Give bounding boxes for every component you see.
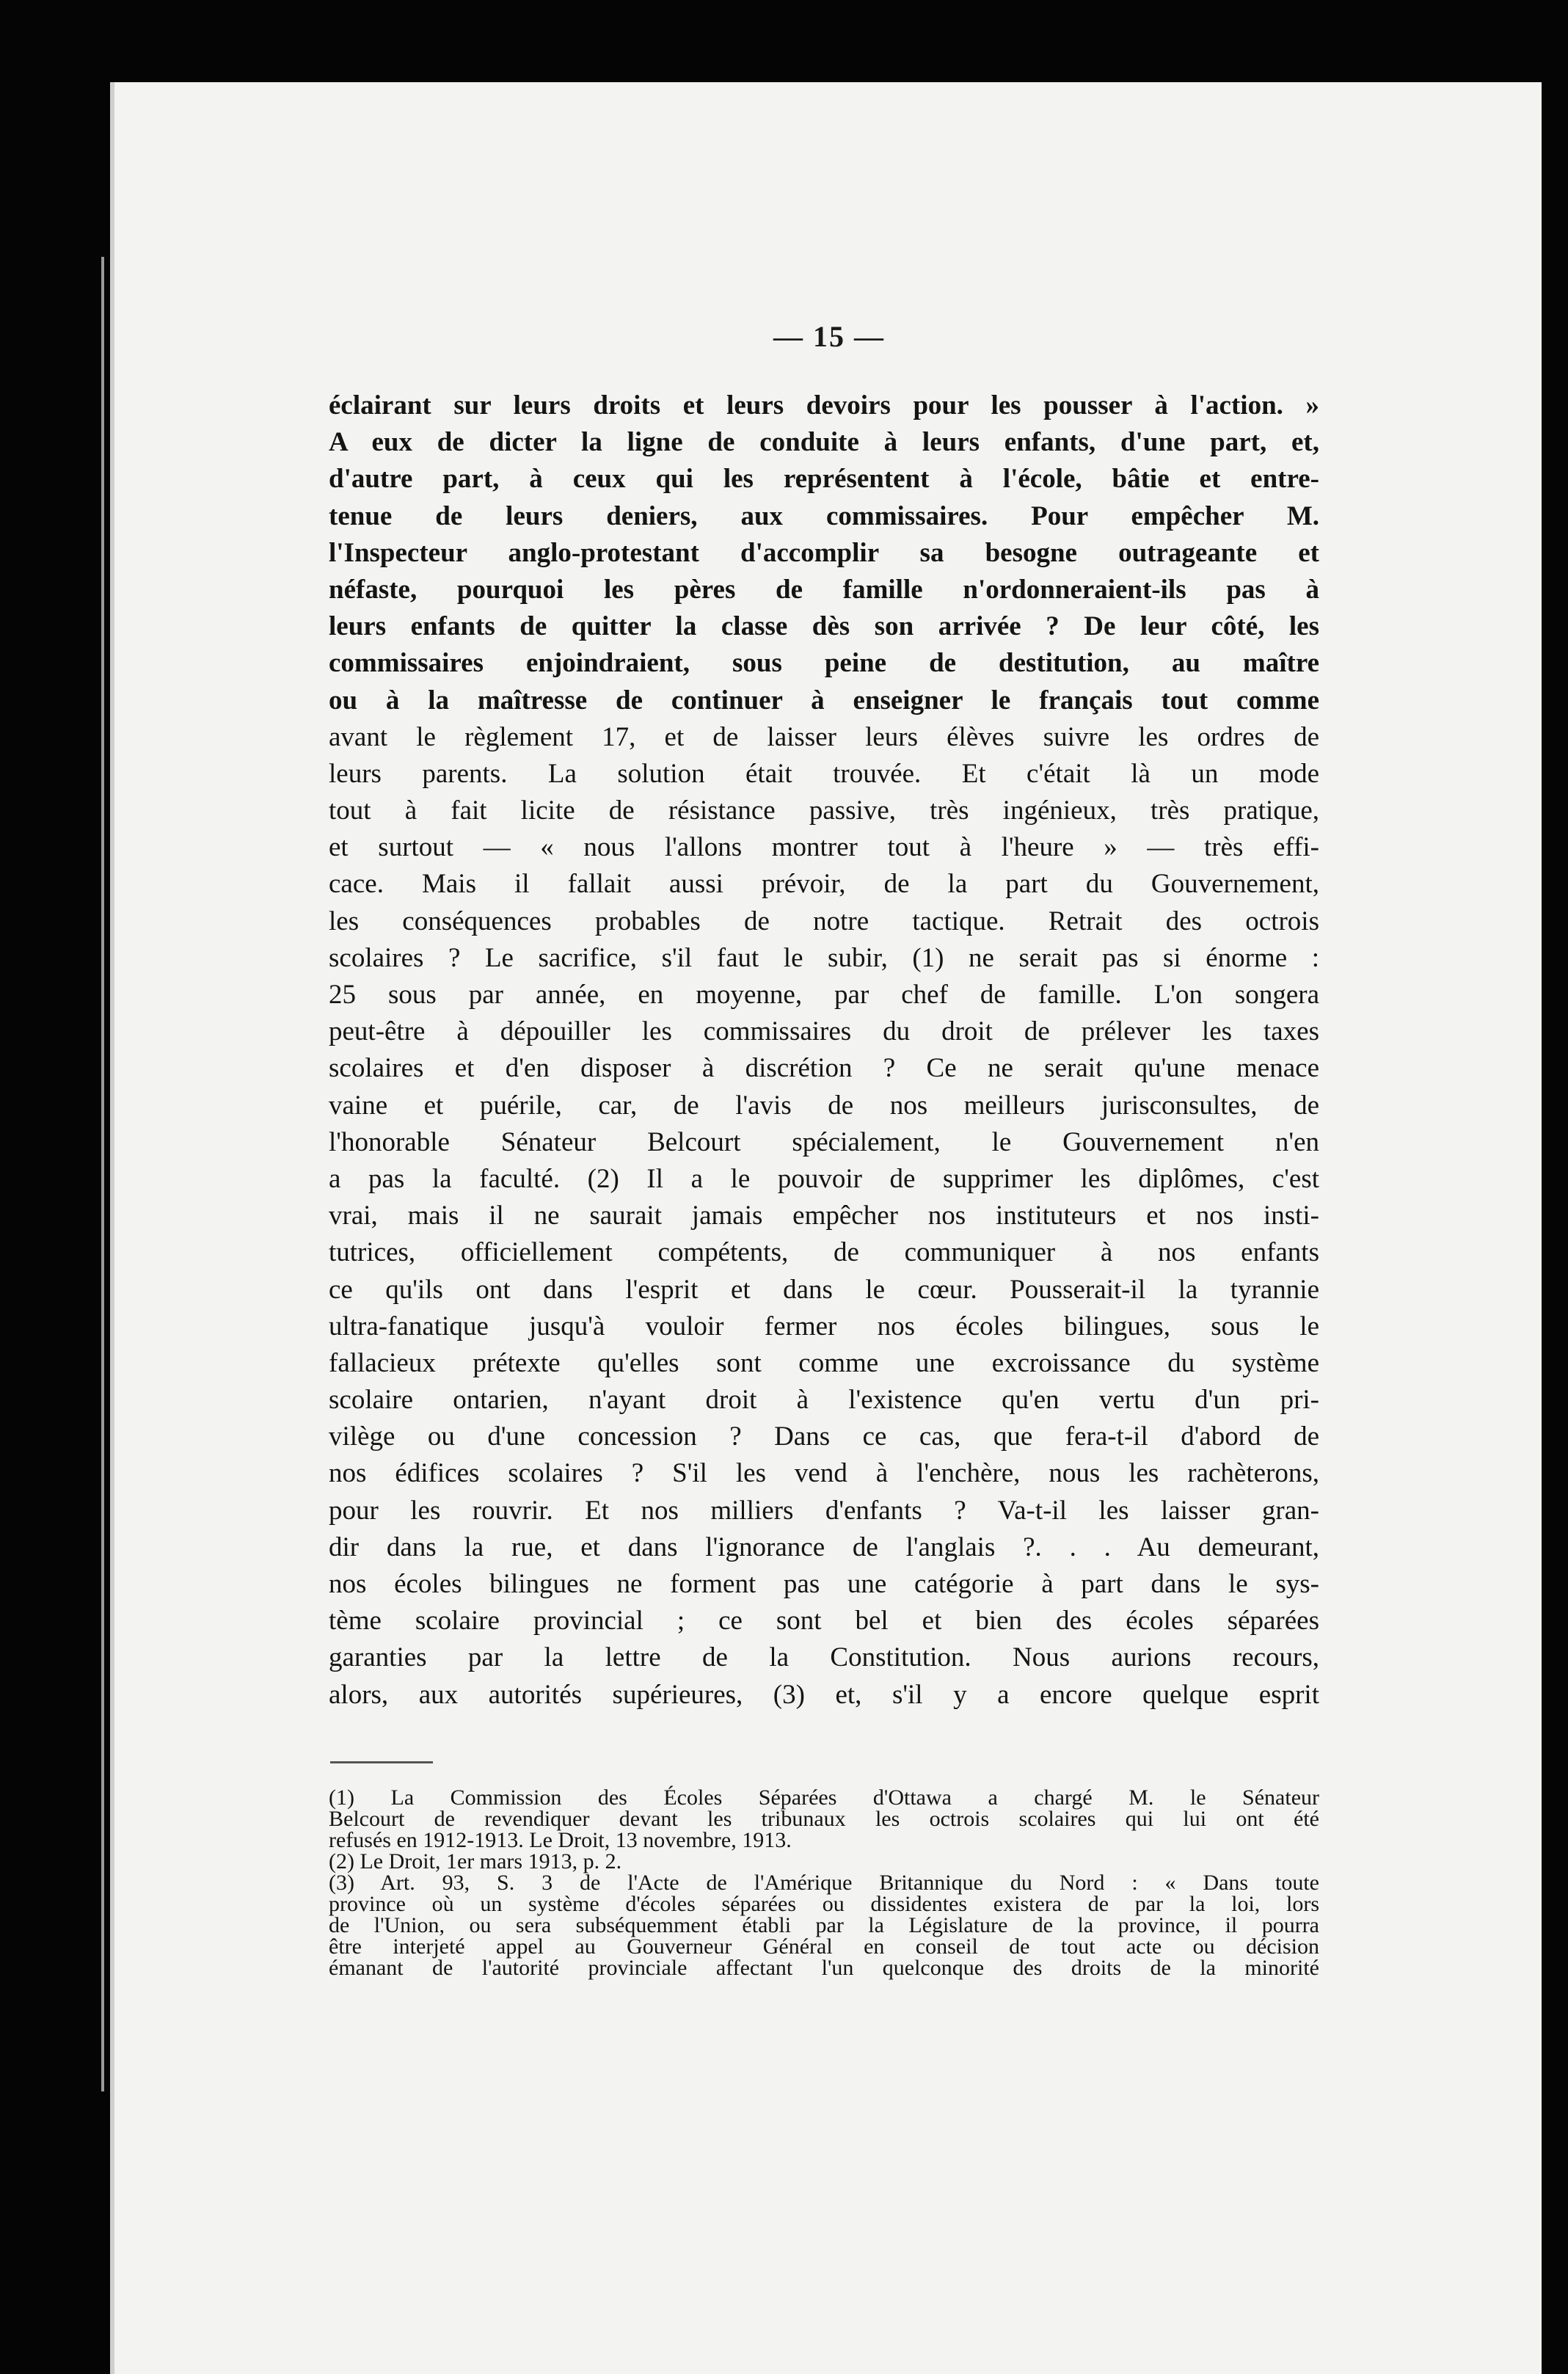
body-line: a pas la faculté. (2) Il a le pouvoir de supprimer les diplômes, c'est — [329, 1163, 1319, 1194]
body-line: tout à fait licite de résistance passive, très ingénieux, très pratique, — [329, 795, 1319, 826]
body-line: éclairant sur leurs droits et leurs devoirs pour les pousser à l'action. » — [329, 390, 1319, 420]
footnote-line: être interjeté appel au Gouverneur Général en conseil de tout acte ou décision — [329, 1934, 1319, 1959]
body-line: d'autre part, à ceux qui les représentent à l'école, bâtie et entre- — [329, 464, 1319, 495]
body-line: leurs parents. La solution était trouvée. Et c'était là un mode — [329, 758, 1319, 789]
body-line: scolaires ? Le sacrifice, s'il faut le subir, (1) ne serait pas si énorme : — [329, 942, 1319, 973]
body-line: fallacieux prétexte qu'elles sont comme une excroissance du système — [329, 1347, 1319, 1378]
body-line: l'Inspecteur anglo-protestant d'accomplir sa besogne outrageante et — [329, 537, 1319, 568]
body-line: ou à la maîtresse de continuer à enseigner le français tout comme — [329, 685, 1319, 716]
body-line: nos édifices scolaires ? S'il les vend à l'enchère, nous les rachèterons, — [329, 1458, 1319, 1489]
footnote-line: (2) Le Droit, 1er mars 1913, p. 2. — [329, 1849, 622, 1874]
body-line: et surtout — « nous l'allons montrer tout à l'heure » — très effi- — [329, 832, 1319, 863]
footnote-divider — [330, 1761, 433, 1763]
body-line: vrai, mais il ne saurait jamais empêcher nos instituteurs et nos insti- — [329, 1201, 1319, 1231]
body-line: les conséquences probables de notre tactique. Retrait des octrois — [329, 906, 1319, 936]
body-line: ultra-fanatique jusqu'à vouloir fermer nos écoles bilingues, sous le — [329, 1311, 1319, 1341]
footnote-line: province où un système d'écoles séparées ou dissidentes existera de par la loi, lors — [329, 1892, 1319, 1916]
body-line: alors, aux autorités supérieures, (3) et, s'il y a encore quelque esprit — [329, 1679, 1319, 1710]
body-line: vilège ou d'une concession ? Dans ce cas, que fera-t-il d'abord de — [329, 1421, 1319, 1452]
body-line: ce qu'ils ont dans l'esprit et dans le cœur. Pousserait-il la tyrannie — [329, 1274, 1319, 1305]
body-line: garanties par la lettre de la Constitution. Nous aurions recours, — [329, 1642, 1319, 1673]
body-line: scolaires et d'en disposer à discrétion ? Ce ne serait qu'une menace — [329, 1053, 1319, 1084]
body-line: 25 sous par année, en moyenne, par chef de famille. L'on songera — [329, 980, 1319, 1010]
body-line: pour les rouvrir. Et nos milliers d'enfants ? Va-t-il les laisser gran- — [329, 1495, 1319, 1526]
body-line: avant le règlement 17, et de laisser leurs élèves suivre les ordres de — [329, 721, 1319, 752]
body-text — [329, 387, 1319, 1714]
footnote-line: émanant de l'autorité provinciale affectant l'un quelconque des droits de la minorité — [329, 1956, 1319, 1980]
body-line: l'honorable Sénateur Belcourt spécialement, le Gouvernement n'en — [329, 1126, 1319, 1157]
footnote-line: de l'Union, ou sera subséquemment établi par la Législature de la province, il pourra — [329, 1913, 1319, 1937]
footnote-line: (3) Art. 93, S. 3 de l'Acte de l'Amérique Britannique du Nord : « Dans toute — [329, 1871, 1319, 1895]
footnotes — [329, 1787, 1319, 1978]
body-line: vaine et puérile, car, de l'avis de nos meilleurs jurisconsultes, de — [329, 1090, 1319, 1121]
body-line: dir dans la rue, et dans l'ignorance de l'anglais ?. . . Au demeurant, — [329, 1532, 1319, 1562]
footnote-line: (1) La Commission des Écoles Séparées d'Ottawa a chargé M. le Sénateur — [329, 1785, 1319, 1810]
body-line: tutrices, officiellement compétents, de communiquer à nos enfants — [329, 1237, 1319, 1268]
scan-edge-line — [101, 257, 104, 2091]
footnote-line: refusés en 1912-1913. Le Droit, 13 novembre, 1913. — [329, 1828, 792, 1852]
body-line: commissaires enjoindraient, sous peine de destitution, au maître — [329, 648, 1319, 679]
body-line: cace. Mais il fallait aussi prévoir, de la part du Gouvernement, — [329, 869, 1319, 900]
body-line: nos écoles bilingues ne forment pas une catégorie à part dans le sys- — [329, 1569, 1319, 1599]
body-line: A eux de dicter la ligne de conduite à leurs enfants, d'une part, et, — [329, 427, 1319, 458]
body-line: scolaire ontarien, n'ayant droit à l'existence qu'en vertu d'un pri- — [329, 1385, 1319, 1416]
body-line: leurs enfants de quitter la classe dès son arrivée ? De leur côté, les — [329, 611, 1319, 642]
body-line: peut-être à dépouiller les commissaires du droit de prélever les taxes — [329, 1016, 1319, 1047]
body-line: tenue de leurs deniers, aux commissaires. Pour empêcher M. — [329, 500, 1319, 531]
body-line: néfaste, pourquoi les pères de famille n'ordonneraient-ils pas à — [329, 574, 1319, 605]
page-number: — 15 — — [773, 320, 885, 353]
body-line: tème scolaire provincial ; ce sont bel et bien des écoles séparées — [329, 1606, 1319, 1636]
footnote-line: Belcourt de revendiquer devant les tribunaux les octrois scolaires qui lui ont été — [329, 1807, 1319, 1831]
